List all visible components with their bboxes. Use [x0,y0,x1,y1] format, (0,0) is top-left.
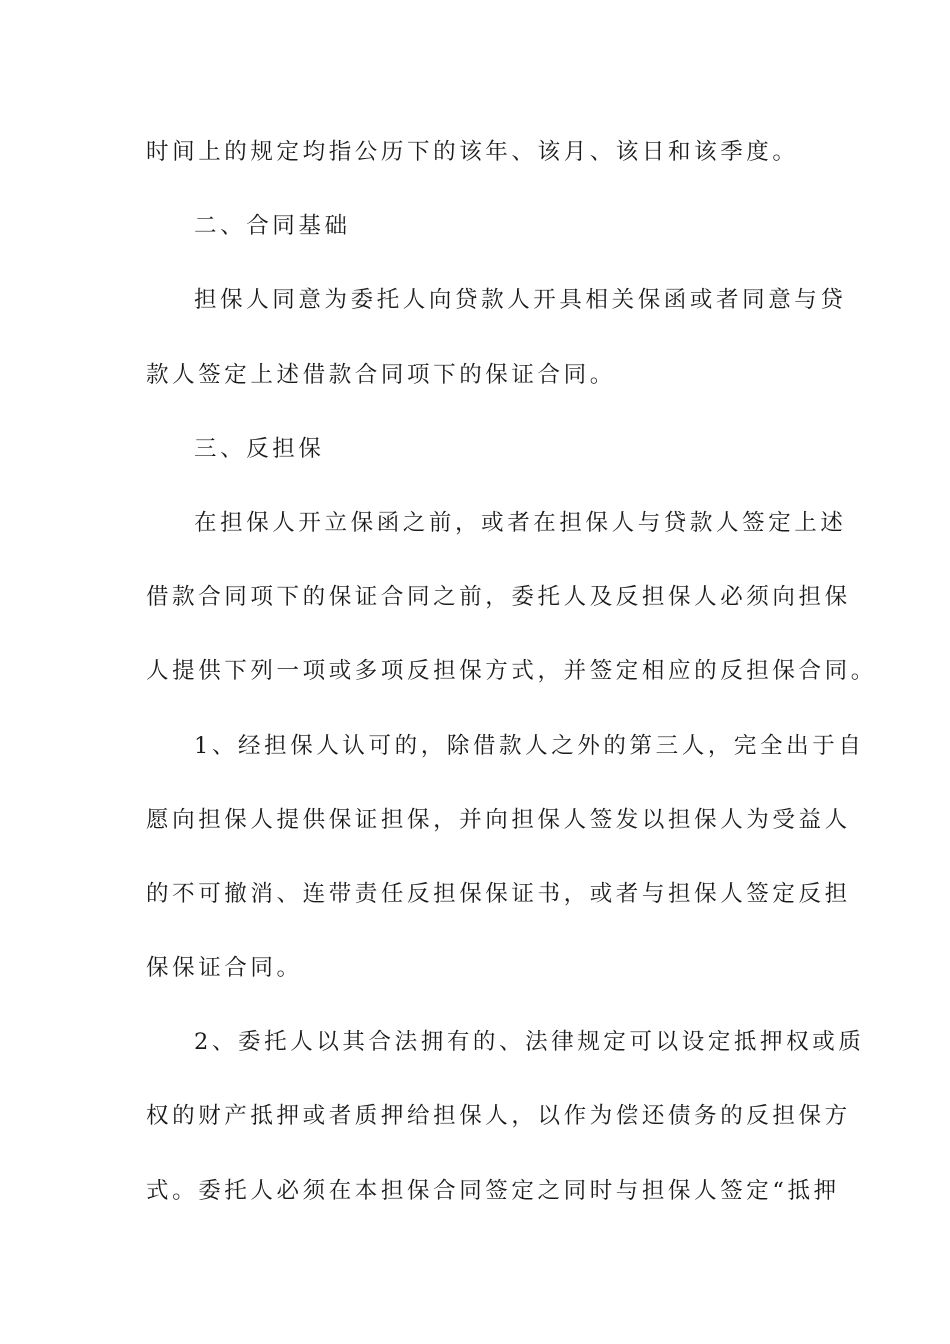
text-line: 的不可撤消、连带责任反担保保证书，或者与担保人签定反担 [146,880,851,907]
text-line: 愿向担保人提供保证担保，并向担保人签发以担保人为受益人 [146,806,851,833]
text-line: 权的财产抵押或者质押给担保人，以作为偿还债务的反担保方 [146,1103,851,1130]
text-line: 人提供下列一项或多项反担保方式，并签定相应的反担保合同。 [146,658,877,685]
text-line: 保保证合同。 [146,955,303,982]
text-line: 式。委托人必须在本担保合同签定之同时与担保人签定“抵押 [146,1177,840,1204]
text-line: 时间上的规定均指公历下的该年、该月、该日和该季度。 [146,139,799,165]
text-line: 款人签定上述借款合同项下的保证合同。 [146,361,616,388]
text-line: 担保人同意为委托人向贷款人开具相关保函或者同意与贷 [194,287,847,314]
text-line: 2、委托人以其合法拥有的、法律规定可以设定抵押权或质 [194,1029,865,1056]
text-line: 1、经担保人认可的，除借款人之外的第三人，完全出于自 [194,732,865,759]
text-line: 在担保人开立保函之前，或者在担保人与贷款人签定上述 [194,509,847,536]
text-line: 借款合同项下的保证合同之前，委托人及反担保人必须向担保 [146,584,851,611]
section-heading: 二、合同基础 [194,213,351,240]
section-heading: 三、反担保 [194,435,325,462]
document-body [146,130,877,1243]
